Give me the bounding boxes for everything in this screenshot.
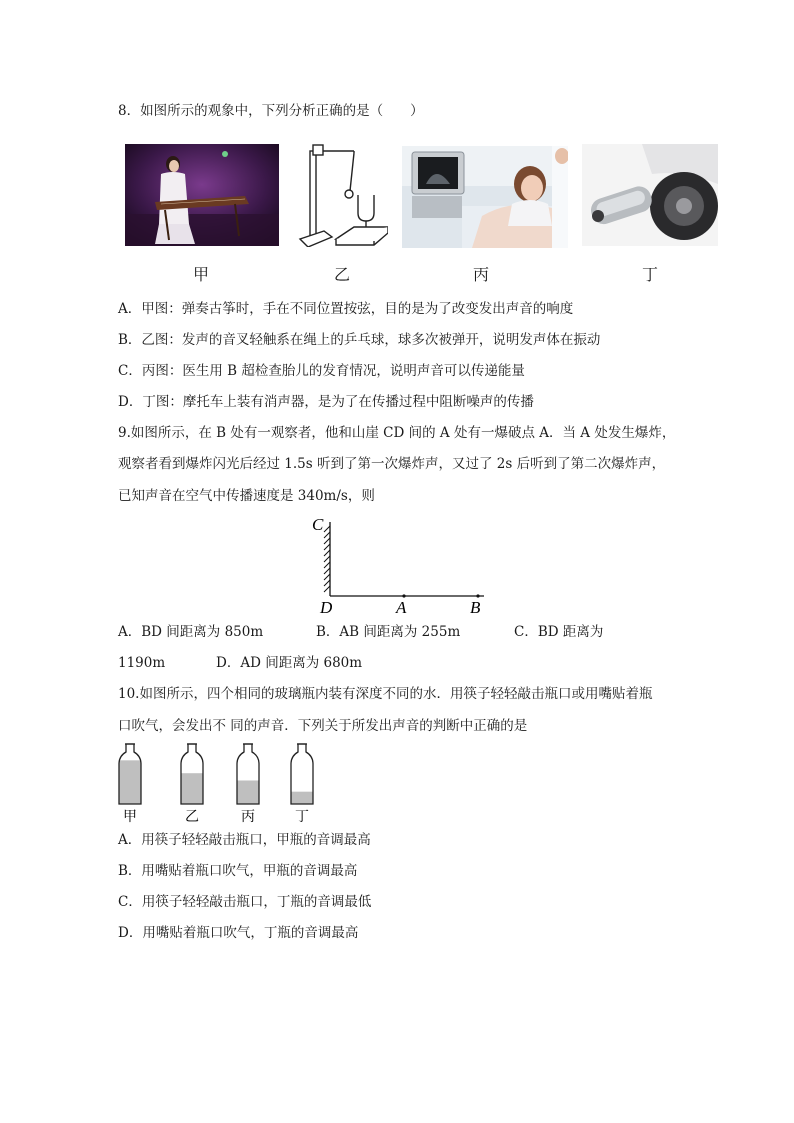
label-d: D <box>320 598 333 617</box>
guzheng-photo <box>125 144 279 246</box>
caption-yi: 乙 <box>333 265 350 284</box>
bottles-diagram <box>114 742 330 824</box>
label-b: B <box>470 598 481 617</box>
q8-stem: 8．如图所示的观象中，下列分析正确的是（ ） <box>118 103 424 119</box>
cliff-diagram <box>308 512 498 620</box>
q10-option-a: A．用筷子轻轻敲击瓶口，甲瓶的音调最高 <box>118 832 371 848</box>
water-level-ding <box>291 792 313 804</box>
bottle-label-yi: 乙 <box>185 809 199 824</box>
q8-option-d: D．丁图：摩托车上装有消声器，是为了在传播过程中阻断噪声的传播 <box>118 394 534 410</box>
q10-stem-line-1: 10.如图所示，四个相同的玻璃瓶内装有深度不同的水．用筷子轻轻敲击瓶口或用嘴贴着瓶 <box>118 686 653 702</box>
q8-option-b: B．乙图：发声的音叉轻触系在绳上的乒乓球，球多次被弹开，说明发声体在振动 <box>118 332 601 348</box>
caption-jia: 甲 <box>192 265 209 284</box>
tuning-fork-diagram <box>296 143 388 247</box>
q9-option-d: D．AD 间距离为 680m <box>216 655 363 671</box>
q9-option-a: A．BD 间距离为 850m <box>118 624 264 640</box>
bottle-label-bing: 丙 <box>241 809 255 824</box>
q8-option-a: A．甲图：弹奏古筝时，手在不同位置按弦，目的是为了改变发出声音的响度 <box>118 301 574 317</box>
q10-stem-line-2: 口吹气，会发出不 同的声音．下列关于所发出声音的判断中正确的是 <box>118 718 528 734</box>
q9-stem-line-3: 已知声音在空气中传播速度是 340m/s，则 <box>118 488 375 504</box>
q10-option-b: B．用嘴贴着瓶口吹气，甲瓶的音调最高 <box>118 863 358 879</box>
q10-option-c: C．用筷子轻轻敲击瓶口，丁瓶的音调最低 <box>118 894 372 910</box>
caption-ding: 丁 <box>641 265 658 284</box>
q9-option-c: C．BD 距离为 <box>514 624 604 640</box>
label-c: C <box>312 515 324 534</box>
q9-stem-line-2: 观察者看到爆炸闪光后经过 1.5s 听到了第一次爆炸声，又过了 2s 后听到了第二次爆炸声， <box>118 456 666 472</box>
bottle-label-ding: 丁 <box>295 809 309 824</box>
q9-option-b: B．AB 间距离为 255m <box>316 624 461 640</box>
q10-option-d: D．用嘴贴着瓶口吹气，丁瓶的音调最高 <box>118 925 359 941</box>
q9-option-c-cont: 1190m <box>118 655 166 671</box>
caption-bing: 丙 <box>472 265 489 284</box>
label-a: A <box>396 598 407 617</box>
water-level-bing <box>237 780 259 804</box>
bottle-label-jia: 甲 <box>123 809 137 824</box>
ultrasound-photo <box>402 146 568 248</box>
water-level-jia <box>119 760 141 804</box>
muffler-photo <box>582 144 718 246</box>
water-level-yi <box>181 773 203 804</box>
q8-option-c: C．丙图：医生用 B 超检查胎儿的发育情况，说明声音可以传递能量 <box>118 363 525 379</box>
q9-stem-line-1: 9.如图所示，在 B 处有一观察者，他和山崖 CD 间的 A 处有一爆破点 A．当 A 处发生爆炸， <box>118 425 676 441</box>
